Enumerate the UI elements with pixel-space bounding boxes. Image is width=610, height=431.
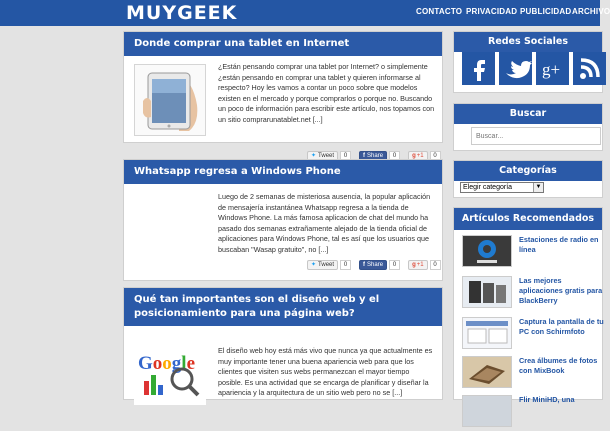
tweet-count: 0 [340,260,351,270]
tweet-count: 0 [340,151,351,161]
list-item[interactable] [462,356,602,392]
facebook-icon[interactable] [462,52,495,85]
google-plus-icon: g [412,152,416,159]
recommended-thumbnail [462,395,512,427]
share-count: 0 [389,260,400,270]
post-card [123,287,443,400]
tweet-button[interactable]: ✦ Tweet [307,260,338,270]
category-select[interactable] [460,182,544,193]
top-nav-bar [0,0,610,26]
nav-privacidad[interactable]: PRIVACIDAD [466,7,518,16]
google-logo: Google [138,353,195,374]
post-title[interactable]: Qué tan importantes son el diseño web y el posicionamiento para una página web? [124,288,442,326]
twitter-bird-icon: ✦ [311,153,317,159]
categories-widget [453,160,603,198]
nav-contacto[interactable]: CONTACTO [416,7,463,16]
site-logo[interactable]: MUYGEEK [126,2,238,24]
widget-title: Buscar [454,104,602,124]
twitter-icon[interactable] [499,52,532,85]
recommended-thumbnail [462,317,512,349]
post-thumbnail[interactable] [134,333,206,405]
recommended-link[interactable]: Flir MiniHD, una [519,395,575,404]
recommended-link[interactable]: Estaciones de radio en línea [519,235,599,254]
search-widget [453,103,603,151]
facebook-icon: f [363,152,366,159]
post-card [123,31,443,159]
twitter-bird-icon: ✦ [311,262,317,268]
recommended-thumbnail [462,356,512,388]
post-excerpt: El diseño web hoy está más vivo que nunca ya que actualmente es muy importante tener una buena apariencia web para que los clientes que visiten sus webs permanezcan el mayor tiempo posible. Es una actividad que se encarga de planificar y diseñar la apariencia y la arquitectura de un sitio web pero no se [...] [218,346,433,398]
list-item[interactable] [462,276,602,312]
list-item[interactable] [462,235,602,271]
category-select-value: Elegir categoría [463,184,513,191]
list-item[interactable] [462,317,602,353]
post-thumbnail[interactable] [134,64,206,136]
list-item[interactable] [462,395,602,431]
gplus-count: 0 [430,151,441,161]
google-plus-button[interactable]: g +1 [408,151,428,161]
share-count: 0 [389,151,400,161]
gplus-count: 0 [430,260,441,270]
google-plus-icon: g [412,261,416,268]
rss-icon[interactable] [573,52,606,85]
svg-text:g+: g+ [542,60,561,79]
recommended-widget [453,207,604,404]
recommended-link[interactable]: Captura la pantalla de tu PC con Schirmfoto [519,317,604,336]
post-title[interactable]: Donde comprar una tablet en Internet [124,32,442,56]
nav-archivo[interactable]: ARCHIVO [572,7,610,16]
search-input[interactable] [471,127,601,145]
facebook-icon: f [363,261,366,268]
facebook-share-button[interactable]: f Share [359,151,387,161]
google-plus-icon[interactable] [536,52,569,85]
widget-title: Artículos Recomendados [454,208,602,230]
widget-title: Redes Sociales [454,32,602,52]
share-bar [307,259,449,270]
google-plus-button[interactable]: g +1 [408,260,428,270]
chevron-down-icon: ▼ [533,183,543,192]
recommended-link[interactable]: Las mejores aplicaciones gratis para BlackBerry [519,276,603,305]
post-card [123,159,443,281]
tweet-button[interactable]: ✦ Tweet [307,151,338,161]
post-excerpt: Luego de 2 semanas de misteriosa ausencia, la popular aplicación de mensajería instantánea Whatsapp regresa a la tienda de Windows Phone. La más famosa aplicacion de chat del mundo ha pasado dos semanas extrañamente alejado de la tienda oficial de aplicaciones para Windows Phone, tal es así que los usuarios que buscaban "Wasap gratuito", no [...] [218,192,431,254]
widget-title: Categorías [454,161,602,181]
nav-publicidad[interactable]: PUBLICIDAD [520,7,572,16]
post-excerpt: ¿Están pensando comprar una tablet por Internet? o simplemente ¿están pensando en comprar una tablet y quieren informarse al respecto? Hoy les vamos a contar un poco sobre que modelos existen en el mercado y porque comprarlos o porque no. Buscando un poco de información para escribir este artículo, nos topamos con un sitio comprarunatablet.net [...] [218,62,435,124]
facebook-share-button[interactable]: f Share [359,260,387,270]
post-title[interactable]: Whatsapp regresa a Windows Phone [124,160,442,184]
recommended-thumbnail [462,235,512,267]
recommended-link[interactable]: Crea álbumes de fotos con MixBook [519,356,598,375]
recommended-thumbnail [462,276,512,308]
